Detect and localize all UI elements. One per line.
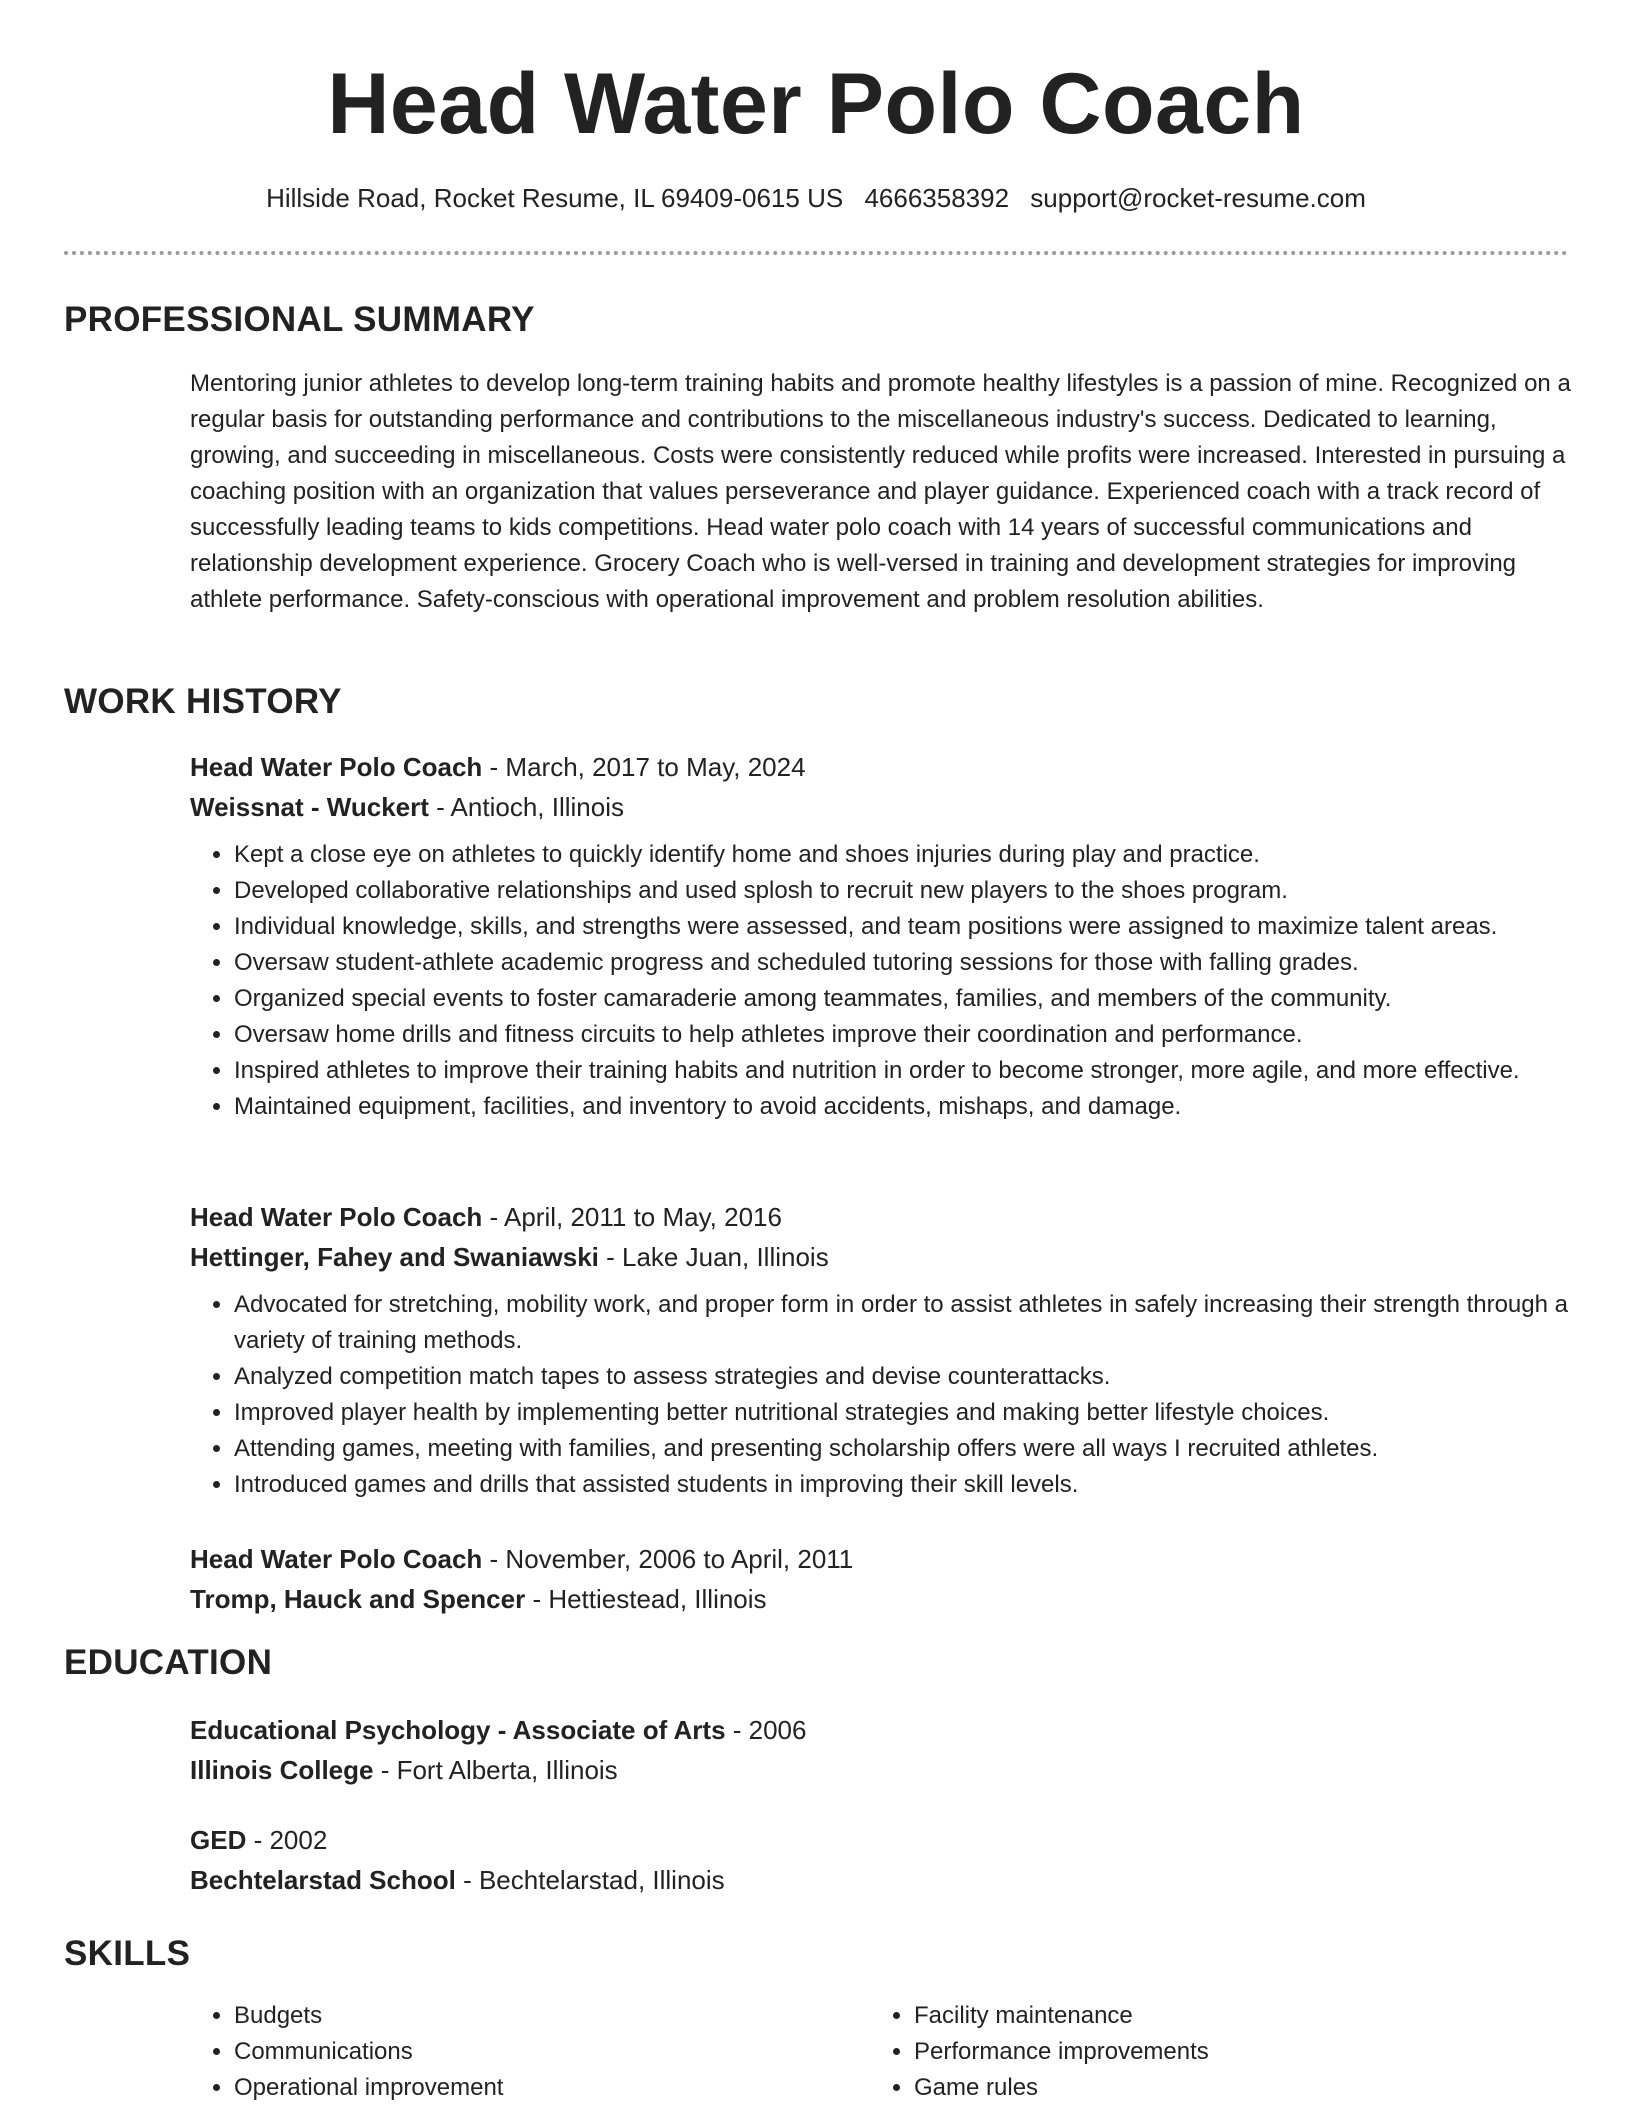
education-degree-line <box>190 1820 1590 1860</box>
section-title-education: EDUCATION <box>64 1643 273 1682</box>
job-location: - Antioch, Illinois <box>428 792 624 822</box>
job-entry <box>190 1197 1590 1503</box>
skills-list-left <box>190 1998 503 2106</box>
resume-name: Head Water Polo Coach <box>327 56 1305 152</box>
list-item: • Introduced games and drills that assisted students in improving their skill levels. <box>234 1467 1604 1503</box>
job-company-line <box>190 787 1590 827</box>
list-item: • Individual knowledge, skills, and strengths were assessed, and team positions were assigned to maximize talent areas. <box>234 909 1604 945</box>
list-item: • Maintained equipment, facilities, and inventory to avoid accidents, mishaps, and damage. <box>234 1089 1604 1125</box>
job-company: Weissnat - Wuckert <box>190 792 429 822</box>
job-duties-list <box>190 837 1604 1125</box>
job-role: Head Water Polo Coach <box>190 752 483 782</box>
job-duties-list <box>190 1287 1604 1503</box>
education-degree-line <box>190 1710 1590 1750</box>
job-company-line <box>190 1579 1590 1619</box>
job-dates: - November, 2006 to April, 2011 <box>482 1544 854 1574</box>
summary-text: Mentoring junior athletes to develop long-term training habits and promote healthy lifestyles is a passion of mine. Recognized on a regular basis for outstanding performance and contributions to the miscellaneous industry's success. Dedicated to learning, growing, and succeeding in miscellaneous. Costs were consistently reduced while profits were increased. Interested in pursuing a coaching position with an organization that values perseverance and player guidance. Experienced coach with a track record of successfully leading teams to kids competitions. Head water polo coach with 14 years of successful communications and relationship development experience. Grocery Coach who is well-versed in training and development strategies for improving athlete performance. Safety-conscious with operational improvement and problem resolution abilities. <box>190 370 1571 613</box>
job-role: Head Water Polo Coach <box>190 1544 483 1574</box>
skill-item: • Facility maintenance <box>914 1998 1209 2034</box>
section-title-summary: PROFESSIONAL SUMMARY <box>64 300 535 339</box>
list-item: • Kept a close eye on athletes to quickly identify home and shoes injuries during play and practice. <box>234 837 1604 873</box>
education-school-line <box>190 1860 1590 1900</box>
list-item: • Analyzed competition match tapes to assess strategies and devise counterattacks. <box>234 1359 1604 1395</box>
header-divider <box>64 251 1568 255</box>
skills-list-right <box>870 1998 1209 2106</box>
education-degree: GED <box>190 1825 247 1855</box>
job-title-line <box>190 1539 1590 1579</box>
education-school: Bechtelarstad School <box>190 1865 456 1895</box>
job-entry <box>190 1539 1590 1619</box>
skill-item: • Communications <box>234 2034 503 2070</box>
job-company: Tromp, Hauck and Spencer <box>190 1584 526 1614</box>
skill-item: • Budgets <box>234 1998 503 2034</box>
section-title-work-history: WORK HISTORY <box>64 682 342 721</box>
list-item: • Inspired athletes to improve their training habits and nutrition in order to become stronger, more agile, and more effective. <box>234 1053 1604 1089</box>
list-item: • Oversaw home drills and fitness circuits to help athletes improve their coordination and performance. <box>234 1017 1604 1053</box>
list-item: • Attending games, meeting with families, and presenting scholarship offers were all ways I recruited athletes. <box>234 1431 1604 1467</box>
education-entry <box>190 1710 1590 1790</box>
job-company-line <box>190 1237 1590 1277</box>
list-item: • Advocated for stretching, mobility work, and proper form in order to assist athletes in safely increasing their strength through a variety of training methods. <box>234 1287 1604 1359</box>
contact-phone: 4666358392 <box>864 183 1010 213</box>
job-dates: - April, 2011 to May, 2016 <box>482 1202 782 1232</box>
job-role: Head Water Polo Coach <box>190 1202 483 1232</box>
job-location: - Lake Juan, Illinois <box>598 1242 829 1272</box>
job-company: Hettinger, Fahey and Swaniawski <box>190 1242 599 1272</box>
job-dates: - March, 2017 to May, 2024 <box>482 752 806 782</box>
education-school-line <box>190 1750 1590 1790</box>
contact-email: support@rocket-resume.com <box>1030 183 1366 213</box>
list-item: • Oversaw student-athlete academic progress and scheduled tutoring sessions for those with falling grades. <box>234 945 1604 981</box>
education-year: - 2006 <box>725 1715 807 1745</box>
job-entry <box>190 747 1590 1125</box>
education-degree: Educational Psychology - Associate of Arts <box>190 1715 726 1745</box>
list-item: • Organized special events to foster camaraderie among teammates, families, and members of the community. <box>234 981 1604 1017</box>
list-item: • Developed collaborative relationships and used splosh to recruit new players to the shoes program. <box>234 873 1604 909</box>
education-year: - 2002 <box>246 1825 328 1855</box>
skill-item: • Performance improvements <box>914 2034 1209 2070</box>
section-title-skills: SKILLS <box>64 1934 191 1973</box>
skill-item: • Operational improvement <box>234 2070 503 2106</box>
job-title-line <box>190 747 1590 787</box>
contact-address: Hillside Road, Rocket Resume, IL 69409-0615 US <box>266 183 844 213</box>
contact-line <box>0 180 1632 216</box>
job-title-line <box>190 1197 1590 1237</box>
job-location: - Hettiestead, Illinois <box>525 1584 767 1614</box>
education-entry <box>190 1820 1590 1900</box>
education-location: - Fort Alberta, Illinois <box>373 1755 618 1785</box>
list-item: • Improved player health by implementing better nutritional strategies and making better lifestyle choices. <box>234 1395 1604 1431</box>
skill-item: • Game rules <box>914 2070 1209 2106</box>
education-school: Illinois College <box>190 1755 374 1785</box>
education-location: - Bechtelarstad, Illinois <box>455 1865 725 1895</box>
